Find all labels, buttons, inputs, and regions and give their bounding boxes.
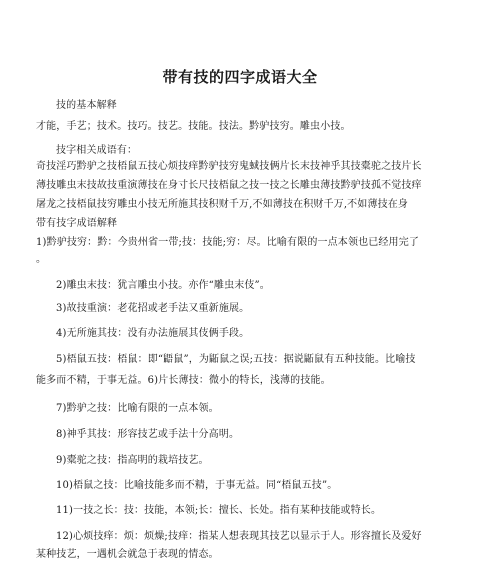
- text-line: 10)梧鼠之技：比喻技能多而不精，于事无益。同“梧鼠五技”。: [56, 480, 338, 491]
- text-line: 3)故技重演：老花招或老手法又重新施展。: [56, 303, 250, 314]
- text-line: 带有技字成语解释: [36, 218, 118, 229]
- text-line: 7)黔驴之技：比喻有限的一点本领。: [56, 403, 219, 414]
- text-line: 。: [36, 254, 47, 265]
- text-line: 2)雕虫末技：犹言雕虫小技。亦作“雕虫末伎”。: [56, 280, 270, 291]
- text-line: 11)一技之长：技：技能，本领;长：擅长、长处。指有某种技能或特长。: [56, 505, 382, 516]
- text-line: 能多而不精，于事无益。6)片长薄技：微小的特长，浅薄的技能。: [36, 375, 331, 386]
- text-line: 12)心烦技痒：烦：烦燥;技痒：指某人想表现其技艺以显示于人。形容擅长及爱好: [56, 531, 422, 542]
- text-line: 5)梧鼠五技：梧鼠：即“鼯鼠”，为鼫鼠之误;五技：据说鼫鼠有五种技能。比喻技: [56, 354, 416, 365]
- text-line: 薄技雕虫末技故技重演薄技在身寸长尺技梧鼠之技一技之长雕虫薄技黔驴技孤不觉技痒: [36, 180, 422, 191]
- text-line: 才能，手艺；技术。技巧。技艺。技能。技法。黔驴技穷。雕虫小技。: [36, 121, 351, 132]
- text-line: 9)橐驼之技：指高明的栽培技艺。: [56, 455, 209, 466]
- document-title: 带有技的四字成语大全: [162, 68, 318, 86]
- text-line: 4)无所施其技：没有办法施展其伎俩手段。: [56, 328, 250, 339]
- text-line: 奇技淫巧黔驴之技梧鼠五技心烦技痒黔驴技穷鬼蜮技俩片长末技神乎其技橐驼之技片长: [36, 161, 422, 172]
- text-line: 某种技艺，一遇机会就急于表现的情态。: [36, 549, 219, 560]
- text-line: 技的基本解释: [56, 100, 117, 111]
- text-line: 技字相关成语有：: [56, 145, 138, 156]
- text-line: 1)黔驴技穷：黔：今贵州省一带;技：技能;穷：尽。比喻有限的一点本领也已经用完了: [36, 237, 420, 248]
- text-line: 屠龙之技梧鼠技穷雕虫小技无所施其技积财千万,不如薄技在积财千万,不如薄技在身: [36, 199, 409, 210]
- text-line: 8)神乎其技：形容技艺或手法十分高明。: [56, 429, 240, 440]
